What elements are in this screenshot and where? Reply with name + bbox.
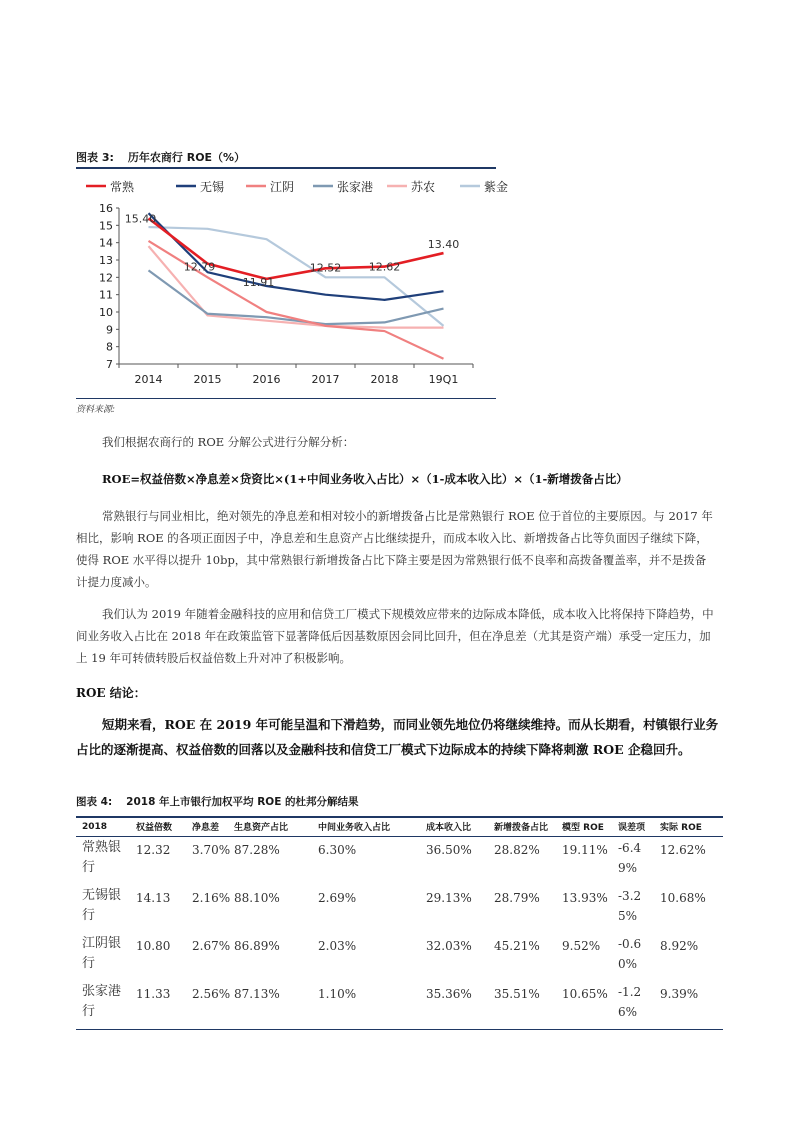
conclusion-paragraph: 短期来看，ROE 在 2019 年可能呈温和下滑趋势，而同业领先地位仍将继续维持。而从长期看，村镇银行业务占比的逐渐提高、权益倍数的回落以及金融科技和信贷工厂模式下边际成本的持续下降将刺激 ROE 企稳回升。 — [76, 717, 719, 757]
legend-label: 紫金 — [484, 180, 509, 194]
bank-name: 张家港行 — [76, 981, 130, 1030]
header-actual-roe: 实际 ROE — [654, 817, 723, 837]
header-equity-multiplier: 权益倍数 — [130, 817, 186, 837]
table-cell: 32.03% — [426, 939, 472, 953]
table-cell: -1.26% — [612, 981, 654, 1030]
x-tick-label: 19Q1 — [428, 373, 459, 386]
figure4-title — [76, 794, 359, 809]
y-tick-label: 15 — [99, 219, 113, 233]
table-cell: 36.50% — [426, 843, 472, 857]
table-cell: 28.82% — [494, 843, 540, 857]
table-cell: 14.13 — [136, 891, 171, 905]
header-provision-ratio: 新增拨备占比 — [488, 817, 556, 837]
paragraph-intro: 我们根据农商行的 ROE 分解公式进行分解分析： — [102, 435, 355, 449]
table-cell: 86.89% — [234, 939, 280, 953]
header-nim: 净息差 — [186, 817, 228, 837]
table-cell: 2.67% — [192, 939, 231, 953]
x-tick-label: 2014 — [134, 373, 163, 386]
table-cell: -0.60% — [618, 937, 642, 971]
legend-label: 无锡 — [200, 180, 225, 194]
table-cell: 10.68% — [660, 891, 706, 905]
table-row — [76, 885, 723, 933]
section-heading-roe-conclusion: ROE 结论： — [76, 686, 146, 700]
table-cell: 10.80 — [136, 939, 171, 953]
table-cell: 45.21% — [494, 939, 540, 953]
table-cell: 13.93% — [562, 891, 608, 905]
bank-name: 江阴银行 — [82, 936, 122, 971]
table-cell: 2.69% — [318, 891, 357, 905]
table-cell: 35.36% — [420, 981, 488, 1030]
figure3-title — [76, 149, 245, 165]
bank-name: 常熟银行 — [82, 840, 122, 875]
data-label: 13.40 — [427, 238, 460, 252]
table-row — [76, 837, 723, 886]
data-label: 15.40 — [124, 212, 157, 226]
x-tick-label: 2018 — [370, 373, 399, 386]
header-fee-income-ratio: 中间业务收入占比 — [312, 817, 420, 837]
table-cell: 35.51% — [488, 981, 556, 1030]
legend-label: 张家港 — [337, 180, 374, 194]
table-cell: 1.10% — [312, 981, 420, 1030]
table-cell: 6.30% — [318, 843, 357, 857]
roe-formula: ROE=权益倍数×净息差×贷资比×(1+中间业务收入占比）×（1-成本收入比）×（1-新增拨备占比） — [102, 472, 628, 486]
header-year: 2018 — [76, 817, 130, 837]
table-cell: -6.49% — [618, 841, 642, 875]
table-row — [76, 933, 723, 981]
figure3-top-rule — [76, 167, 496, 169]
data-label: 12.79 — [183, 260, 216, 274]
y-tick-label: 11 — [99, 288, 113, 302]
table-header-row — [76, 817, 723, 837]
table-cell: 2.16% — [192, 891, 231, 905]
paragraph-analysis: 常熟银行与同业相比，绝对领先的净息差和相对较小的新增拨备占比是常熟银行 ROE 位于首位的主要原因。与 2017 年相比，影响 ROE 的各项正面因子中，净息差和生息资产占比继续提升，而成本收入比、新增拨备占比等负面因子继续下降，使得 ROE 水平得以提升 10bp，其中常熟银行新增拨备占比下降主要是因为常熟银行低不良率和高拨备覆盖率，并不是拨备计提力度减小。 — [76, 509, 713, 589]
y-tick-label: 10 — [99, 306, 113, 319]
figure3-label: 图表 3: — [76, 151, 114, 164]
y-tick-label: 9 — [106, 323, 113, 337]
table-cell: 28.79% — [494, 891, 540, 905]
x-tick-label: 2017 — [311, 373, 340, 386]
figure4-caption: 2018 年上市银行加权平均 ROE 的杜邦分解结果 — [126, 796, 359, 808]
paragraph-outlook: 我们认为 2019 年随着金融科技的应用和信贷工厂模式下规模效应带来的边际成本降低，成本收入比将保持下降趋势，中间业务收入占比在 2018 年在政策监管下显著降低后因基数原因会同比回升，但在净息差（尤其是资产端）承受一定压力，加上 19 年可转债转股后权益倍数上升对冲了积极影响。 — [76, 607, 714, 665]
y-tick-label: 12 — [99, 271, 113, 285]
header-error-term: 误差项 — [612, 817, 654, 837]
y-tick-label: 8 — [106, 340, 113, 354]
table-cell: 19.11% — [562, 843, 608, 857]
header-model-roe: 模型 ROE — [556, 817, 612, 837]
table-cell: 9.39% — [654, 981, 723, 1030]
y-tick-label: 16 — [99, 202, 113, 215]
table-cell: 10.65% — [556, 981, 612, 1030]
bank-name: 无锡银行 — [82, 888, 122, 923]
table-cell: 88.10% — [234, 891, 280, 905]
header-earning-assets-ratio: 生息资产占比 — [228, 817, 312, 837]
table-cell: -3.25% — [618, 889, 642, 923]
data-label: 11.91 — [242, 275, 275, 289]
table-cell: 8.92% — [660, 939, 699, 953]
table-row — [76, 981, 723, 1030]
table-cell: 9.52% — [562, 939, 601, 953]
x-tick-label: 2015 — [193, 373, 222, 386]
y-tick-label: 14 — [99, 236, 113, 250]
table-cell: 3.70% — [192, 843, 231, 857]
table-cell: 12.62% — [660, 843, 706, 857]
y-tick-label: 13 — [99, 254, 113, 267]
legend-label: 苏农 — [411, 180, 436, 194]
table-cell: 12.32 — [136, 843, 171, 857]
figure3-bottom-rule — [76, 398, 496, 399]
y-tick-label: 7 — [106, 358, 113, 371]
table-cell: 2.03% — [318, 939, 357, 953]
table-cell: 2.56% — [186, 981, 228, 1030]
series-line-紫金 — [149, 227, 444, 326]
table-cell: 11.33 — [130, 981, 186, 1030]
figure4-label: 图表 4: — [76, 796, 113, 808]
figure3-source: 资料来源: — [76, 405, 116, 415]
data-label: 12.52 — [309, 261, 342, 275]
figure3-caption: 历年农商行 ROE（%） — [127, 151, 246, 164]
legend-label: 江阴 — [270, 180, 295, 194]
table-cell: 29.13% — [426, 891, 472, 905]
dupont-table — [76, 816, 723, 1030]
header-cost-income-ratio: 成本收入比 — [420, 817, 488, 837]
roe-line-chart — [76, 172, 509, 394]
legend-label: 常熟 — [110, 180, 135, 194]
table-cell: 87.13% — [228, 981, 312, 1030]
data-label: 12.62 — [368, 260, 401, 274]
x-tick-label: 2016 — [252, 373, 281, 386]
series-line-无锡 — [149, 213, 444, 300]
table-cell: 87.28% — [234, 843, 280, 857]
